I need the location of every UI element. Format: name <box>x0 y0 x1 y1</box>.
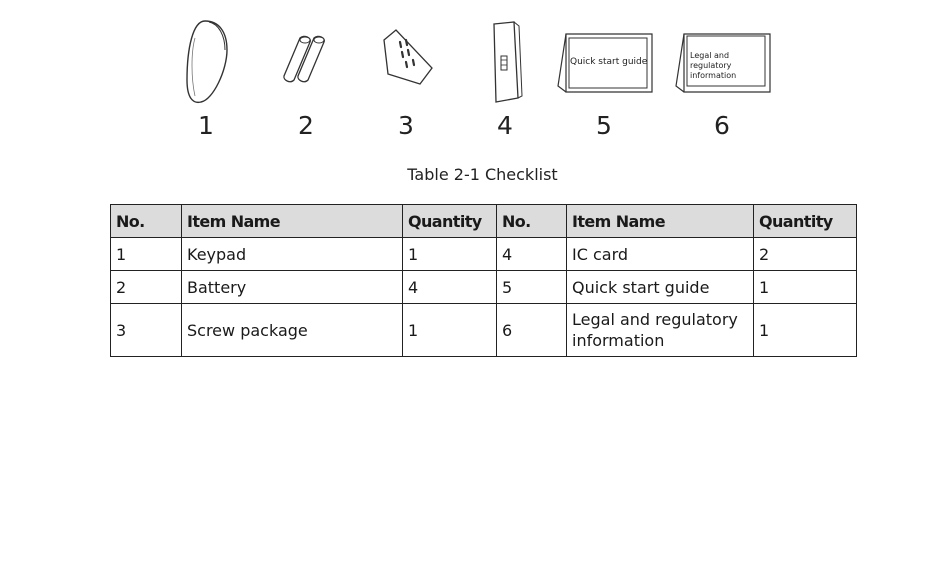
item-number: 2 <box>298 111 314 140</box>
table-cell: 6 <box>497 304 567 357</box>
table-cell: Screw package <box>182 304 403 357</box>
card-label: Quick start guide <box>570 57 648 67</box>
table-cell: 1 <box>754 304 857 357</box>
table-cell: 2 <box>111 271 182 304</box>
screw-package-icon <box>380 28 436 86</box>
item-number: 3 <box>398 111 414 140</box>
battery-icon <box>280 32 332 86</box>
column-header: Item Name <box>182 205 403 238</box>
column-header: No. <box>111 205 182 238</box>
table-cell: 5 <box>497 271 567 304</box>
table-cell: IC card <box>567 238 754 271</box>
table-caption: Table 2-1 Checklist <box>407 165 558 184</box>
column-header: Item Name <box>567 205 754 238</box>
table-cell: 4 <box>497 238 567 271</box>
table-cell: 1 <box>403 304 497 357</box>
card-label: Legal and regulatory information <box>690 51 737 80</box>
table-cell: Battery <box>182 271 403 304</box>
legal-regulatory-icon <box>674 30 774 94</box>
item-number: 6 <box>714 111 730 140</box>
item-number: 5 <box>596 111 612 140</box>
table-header-row <box>111 205 857 238</box>
ic-card-icon <box>488 20 524 104</box>
table-cell: 1 <box>111 238 182 271</box>
checklist-table <box>110 204 857 357</box>
table-cell: 3 <box>111 304 182 357</box>
keypad-icon <box>183 18 233 108</box>
item-number: 4 <box>497 111 513 140</box>
table-cell: Legal and regulatory information <box>567 304 754 357</box>
table-row <box>111 271 857 304</box>
column-header: Quantity <box>403 205 497 238</box>
table-cell: 1 <box>403 238 497 271</box>
table-row <box>111 304 857 357</box>
item-number: 1 <box>198 111 214 140</box>
table-cell: 2 <box>754 238 857 271</box>
column-header: Quantity <box>754 205 857 238</box>
table-cell: 1 <box>754 271 857 304</box>
column-header: No. <box>497 205 567 238</box>
table-row <box>111 238 857 271</box>
quick-start-guide-icon <box>556 30 656 94</box>
table-cell: Keypad <box>182 238 403 271</box>
table-cell: 4 <box>403 271 497 304</box>
checklist-illustrations <box>0 0 925 150</box>
table-cell: Quick start guide <box>567 271 754 304</box>
